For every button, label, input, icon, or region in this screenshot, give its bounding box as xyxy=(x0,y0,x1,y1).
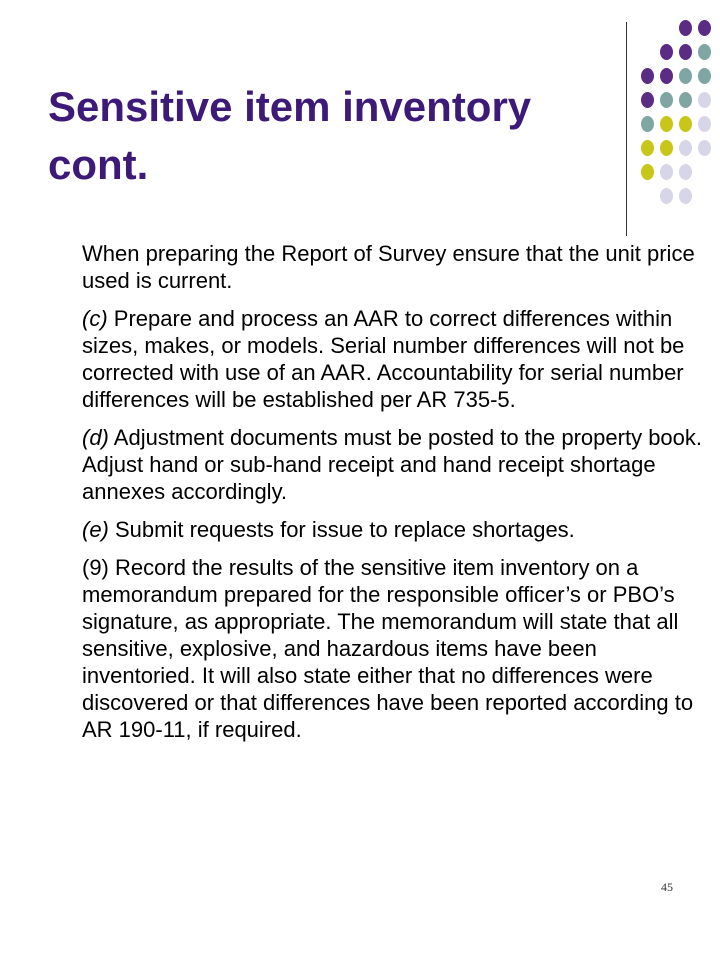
decorative-dot xyxy=(660,188,673,204)
paragraph-d xyxy=(82,424,708,505)
paragraph-prefix: (9) xyxy=(82,555,109,580)
paragraph-text: Submit requests for issue to replace shortages. xyxy=(108,517,575,542)
slide-title: Sensitive item inventory cont. xyxy=(48,83,532,188)
paragraph-prefix: (d) xyxy=(82,425,109,450)
paragraph-text: Prepare and process an AAR to correct differences within sizes, makes, or models. Serial number differences will not be corrected with use of an AAR. Accountability for serial number differences will be established per AR 735-5. xyxy=(82,306,685,412)
decorative-dot xyxy=(698,140,711,156)
decorative-dot xyxy=(679,140,692,156)
decorative-dot xyxy=(641,92,654,108)
decorative-dot xyxy=(698,44,711,60)
paragraph-report-of-survey xyxy=(82,240,708,294)
paragraph-text: Adjustment documents must be posted to the property book. Adjust hand or sub-hand receipt and hand receipt shortage annexes accordingly. xyxy=(82,425,703,504)
decorative-dot xyxy=(679,116,692,132)
decorative-dot xyxy=(698,92,711,108)
slide-body xyxy=(82,240,708,754)
paragraph-9 xyxy=(82,554,708,743)
decorative-dot xyxy=(660,140,673,156)
decorative-dot xyxy=(698,116,711,132)
decorative-dot xyxy=(679,20,692,36)
decorative-dot xyxy=(660,68,673,84)
decorative-dot xyxy=(660,164,673,180)
decorative-dot xyxy=(679,92,692,108)
paragraph-prefix: (c) xyxy=(82,306,108,331)
decorative-dot xyxy=(641,140,654,156)
title-divider-line xyxy=(626,22,627,236)
decorative-dot xyxy=(641,116,654,132)
page-number: 45 xyxy=(661,880,673,894)
decorative-dot xyxy=(679,68,692,84)
decorative-dot xyxy=(641,68,654,84)
paragraph-prefix: (e) xyxy=(82,517,109,542)
paragraph-text: When preparing the Report of Survey ensure that the unit price used is current. xyxy=(82,241,695,293)
decorative-dot xyxy=(660,92,673,108)
decorative-dot xyxy=(698,68,711,84)
decorative-dot xyxy=(679,44,692,60)
decorative-dot xyxy=(660,44,673,60)
paragraph-c xyxy=(82,305,708,413)
decorative-dot xyxy=(679,188,692,204)
decorative-dot xyxy=(698,20,711,36)
decorative-dot xyxy=(660,116,673,132)
decorative-dot xyxy=(641,164,654,180)
paragraph-text: Record the results of the sensitive item inventory on a memorandum prepared for the responsible officer’s or PBO’s signature, as appropriate. The memorandum will state that all sensitive, explosive, and hazardous items have been inventoried. It will also state either that no differences were discovered or that differences have been reported according to AR 190-11, if required. xyxy=(82,555,694,742)
decorative-dot xyxy=(679,164,692,180)
paragraph-e xyxy=(82,516,708,543)
